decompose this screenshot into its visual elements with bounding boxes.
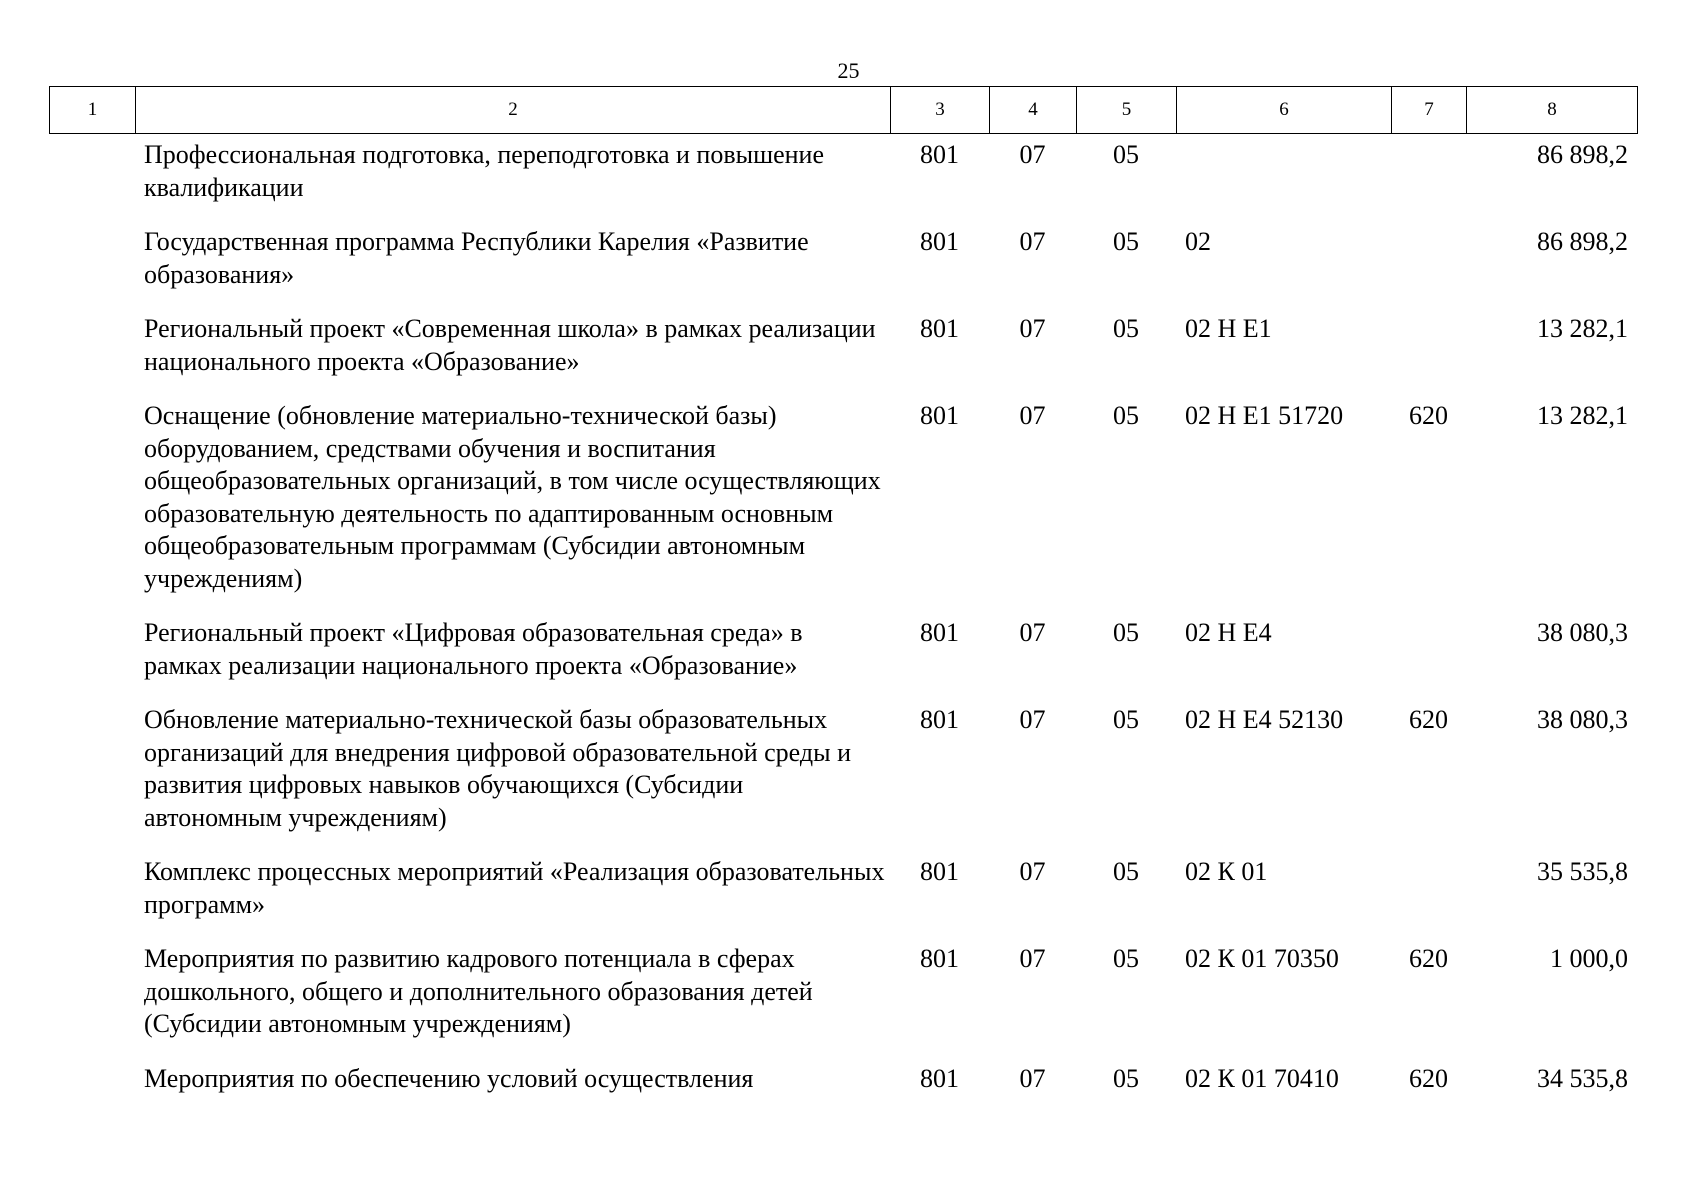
column-header-6: 6 bbox=[1177, 87, 1392, 134]
row-csr: 02 Н Е1 bbox=[1185, 314, 1272, 343]
row-index-cell bbox=[49, 856, 135, 921]
row-csr: 02 К 01 70410 bbox=[1185, 1063, 1339, 1093]
budget-table-body bbox=[49, 139, 1637, 1117]
row-vr bbox=[1391, 139, 1466, 204]
row-index-cell bbox=[49, 400, 135, 595]
row-index-cell bbox=[49, 943, 135, 1041]
table-row bbox=[49, 704, 1637, 834]
row-rz: 07 bbox=[1019, 857, 1046, 886]
row-pr: 05 bbox=[1113, 1063, 1139, 1093]
row-csr: 02 Н Е4 52130 bbox=[1185, 705, 1344, 734]
row-csr: 02 Н Е4 bbox=[1185, 618, 1272, 647]
row-csr: 02 bbox=[1185, 227, 1211, 256]
row-sum: 1 000,0 bbox=[1550, 944, 1628, 973]
row-index-cell bbox=[49, 617, 135, 682]
table-row bbox=[49, 400, 1637, 595]
row-vr bbox=[1391, 856, 1466, 921]
column-header-1: 1 bbox=[50, 87, 136, 134]
column-header-3: 3 bbox=[891, 87, 990, 134]
row-pr: 05 bbox=[1113, 314, 1139, 343]
row-vr: 620 bbox=[1409, 401, 1448, 430]
row-vr bbox=[1391, 617, 1466, 682]
row-index-cell bbox=[49, 139, 135, 204]
table-row bbox=[49, 1063, 1637, 1096]
row-sum: 86 898,2 bbox=[1537, 140, 1628, 169]
row-ved: 801 bbox=[920, 314, 959, 343]
row-csr: 02 К 01 bbox=[1185, 857, 1268, 886]
row-index-cell bbox=[49, 313, 135, 378]
row-rz: 07 bbox=[1019, 401, 1046, 430]
row-pr: 05 bbox=[1113, 944, 1139, 973]
row-pr: 05 bbox=[1113, 857, 1139, 886]
row-index-cell bbox=[49, 704, 135, 834]
row-ved: 801 bbox=[920, 401, 959, 430]
row-ved: 801 bbox=[920, 1063, 959, 1093]
column-number-header bbox=[49, 86, 1638, 134]
row-vr bbox=[1391, 313, 1466, 378]
row-sum: 13 282,1 bbox=[1537, 401, 1628, 430]
row-pr: 05 bbox=[1113, 618, 1139, 647]
table-row bbox=[49, 617, 1637, 682]
row-csr bbox=[1176, 139, 1391, 204]
row-ved: 801 bbox=[920, 857, 959, 886]
table-row bbox=[49, 139, 1637, 204]
header-row bbox=[50, 87, 1638, 134]
row-name: Государственная программа Республики Карелия «Развитие образования» bbox=[144, 227, 809, 289]
row-ved: 801 bbox=[920, 140, 959, 169]
row-name: Мероприятия по развитию кадрового потенциала в сферах дошкольного, общего и дополнительного образования детей (Субсидии автономным учреждениям) bbox=[144, 944, 813, 1038]
row-rz: 07 bbox=[1019, 705, 1046, 734]
table-row bbox=[49, 943, 1637, 1041]
row-rz: 07 bbox=[1019, 1063, 1046, 1093]
row-name: Региональный проект «Современная школа» в рамках реализации национального проекта «Образование» bbox=[144, 314, 876, 376]
row-ved: 801 bbox=[920, 227, 959, 256]
row-name: Мероприятия по обеспечению условий осуществления bbox=[144, 1063, 754, 1093]
row-vr bbox=[1391, 226, 1466, 291]
row-ved: 801 bbox=[920, 618, 959, 647]
row-vr: 620 bbox=[1409, 705, 1448, 734]
row-sum: 38 080,3 bbox=[1537, 705, 1628, 734]
row-index-cell bbox=[49, 1063, 135, 1096]
row-sum: 34 535,8 bbox=[1537, 1063, 1628, 1093]
row-csr: 02 Н Е1 51720 bbox=[1185, 401, 1344, 430]
row-vr: 620 bbox=[1409, 944, 1448, 973]
row-name: Профессиональная подготовка, переподготовка и повышение квалификации bbox=[144, 140, 825, 202]
row-sum: 38 080,3 bbox=[1537, 618, 1628, 647]
column-header-2: 2 bbox=[136, 87, 891, 134]
row-name: Оснащение (обновление материально-технической базы) оборудованием, средствами обучения и воспитания общеобразовательных организаций, в том числе осуществляющих образовательную деятельность по адаптированным основным общеобразовательным программам (Субсидии автономным учреждениям) bbox=[144, 401, 881, 593]
row-name: Комплекс процессных мероприятий «Реализация образовательных программ» bbox=[144, 857, 885, 919]
row-sum: 13 282,1 bbox=[1537, 314, 1628, 343]
row-pr: 05 bbox=[1113, 705, 1139, 734]
column-header-4: 4 bbox=[990, 87, 1077, 134]
row-name: Региональный проект «Цифровая образовательная среда» в рамках реализации национального проекта «Образование» bbox=[144, 618, 803, 680]
column-header-5: 5 bbox=[1077, 87, 1177, 134]
row-pr: 05 bbox=[1113, 401, 1139, 430]
row-rz: 07 bbox=[1019, 227, 1046, 256]
table-row bbox=[49, 313, 1637, 378]
column-header-8: 8 bbox=[1467, 87, 1638, 134]
column-header-7: 7 bbox=[1392, 87, 1467, 134]
row-rz: 07 bbox=[1019, 944, 1046, 973]
page-number: 25 bbox=[837, 58, 860, 83]
row-csr: 02 К 01 70350 bbox=[1185, 944, 1339, 973]
row-index-cell bbox=[49, 226, 135, 291]
row-ved: 801 bbox=[920, 944, 959, 973]
row-pr: 05 bbox=[1113, 227, 1139, 256]
row-sum: 86 898,2 bbox=[1537, 227, 1628, 256]
row-name: Обновление материально-технической базы образовательных организаций для внедрения цифровой образовательной среды и развития цифровых навыков обучающихся (Субсидии автономным учреждениям) bbox=[144, 705, 851, 832]
row-rz: 07 bbox=[1019, 618, 1046, 647]
row-rz: 07 bbox=[1019, 140, 1046, 169]
row-sum: 35 535,8 bbox=[1537, 857, 1628, 886]
row-pr: 05 bbox=[1113, 140, 1139, 169]
table-row bbox=[49, 226, 1637, 291]
row-vr: 620 bbox=[1409, 1063, 1448, 1093]
table-row bbox=[49, 856, 1637, 921]
row-ved: 801 bbox=[920, 705, 959, 734]
row-rz: 07 bbox=[1019, 314, 1046, 343]
